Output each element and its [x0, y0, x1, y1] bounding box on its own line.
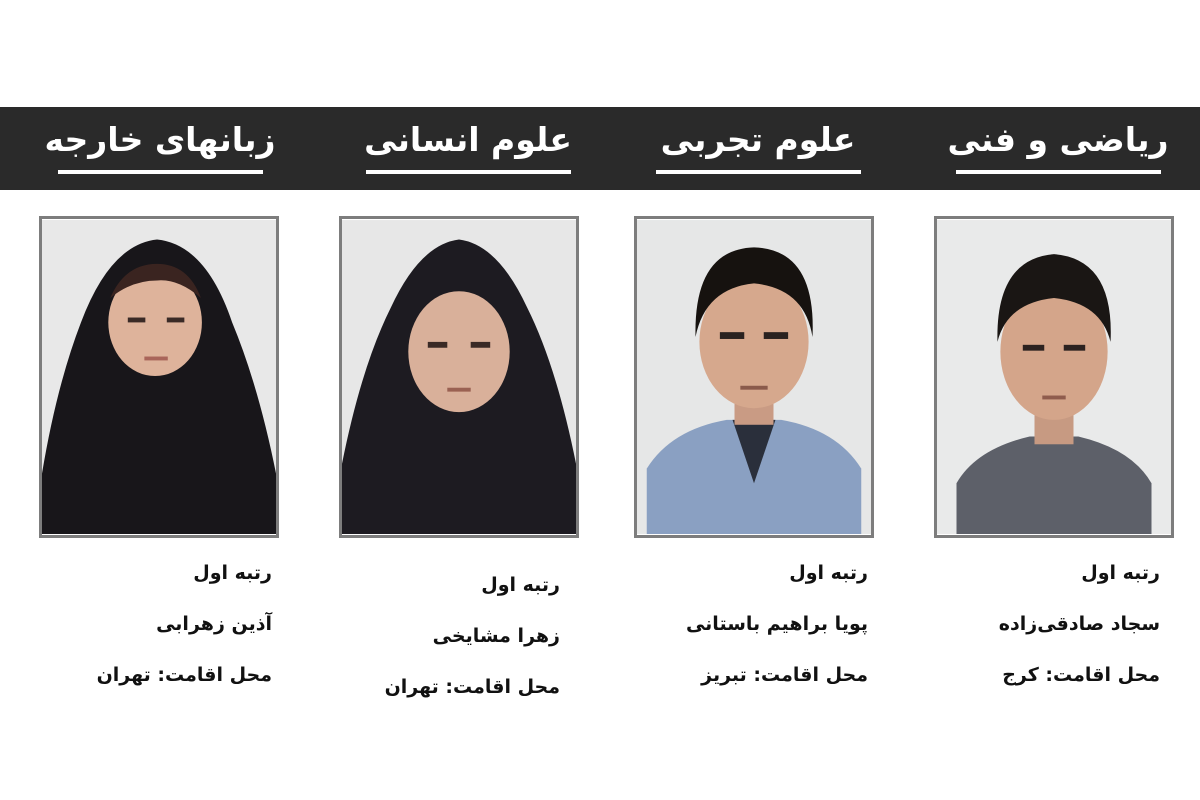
title-underline	[58, 170, 263, 174]
student-photo-humanities	[339, 216, 579, 538]
residence-text: محل اقامت: تبریز	[701, 664, 868, 686]
column-title-text: علوم تجربی	[660, 120, 856, 159]
rank-text: رتبه اول	[789, 562, 868, 584]
column-title-text: زبانهای خارجه	[44, 120, 276, 159]
student-photo-languages	[39, 216, 279, 538]
student-portrait-female-icon	[42, 219, 276, 535]
student-name: پویا براهیم باستانی	[685, 613, 868, 635]
title-underline	[956, 170, 1161, 174]
title-underline	[366, 170, 571, 174]
student-info-languages	[0, 560, 272, 713]
student-name: آذین زهرابی	[156, 613, 272, 635]
column-title-humanities	[348, 118, 588, 174]
column-title-experimental	[638, 118, 878, 174]
residence-text: محل اقامت: کرج	[1002, 664, 1160, 686]
rank-text: رتبه اول	[193, 562, 272, 584]
residence-text: محل اقامت: تهران	[96, 664, 272, 686]
student-photo-math	[934, 216, 1174, 538]
student-portrait-male-icon	[937, 219, 1171, 535]
rank-text: رتبه اول	[1081, 562, 1160, 584]
student-info-experimental	[588, 560, 868, 713]
student-info-humanities	[280, 572, 560, 725]
rank-text: رتبه اول	[481, 574, 560, 596]
column-title-text: ریاضی و فنی	[947, 120, 1169, 159]
column-title-math	[938, 118, 1178, 174]
student-portrait-male-icon	[637, 219, 871, 535]
residence-text: محل اقامت: تهران	[384, 676, 560, 698]
student-name: سجاد صادقی‌زاده	[998, 613, 1160, 635]
student-photo-experimental	[634, 216, 874, 538]
column-title-languages	[40, 118, 280, 174]
title-underline	[656, 170, 861, 174]
student-portrait-female-icon	[342, 219, 576, 535]
student-info-math	[880, 560, 1160, 713]
student-name: زهرا مشایخی	[432, 625, 560, 647]
column-title-text: علوم انسانی	[364, 120, 572, 159]
